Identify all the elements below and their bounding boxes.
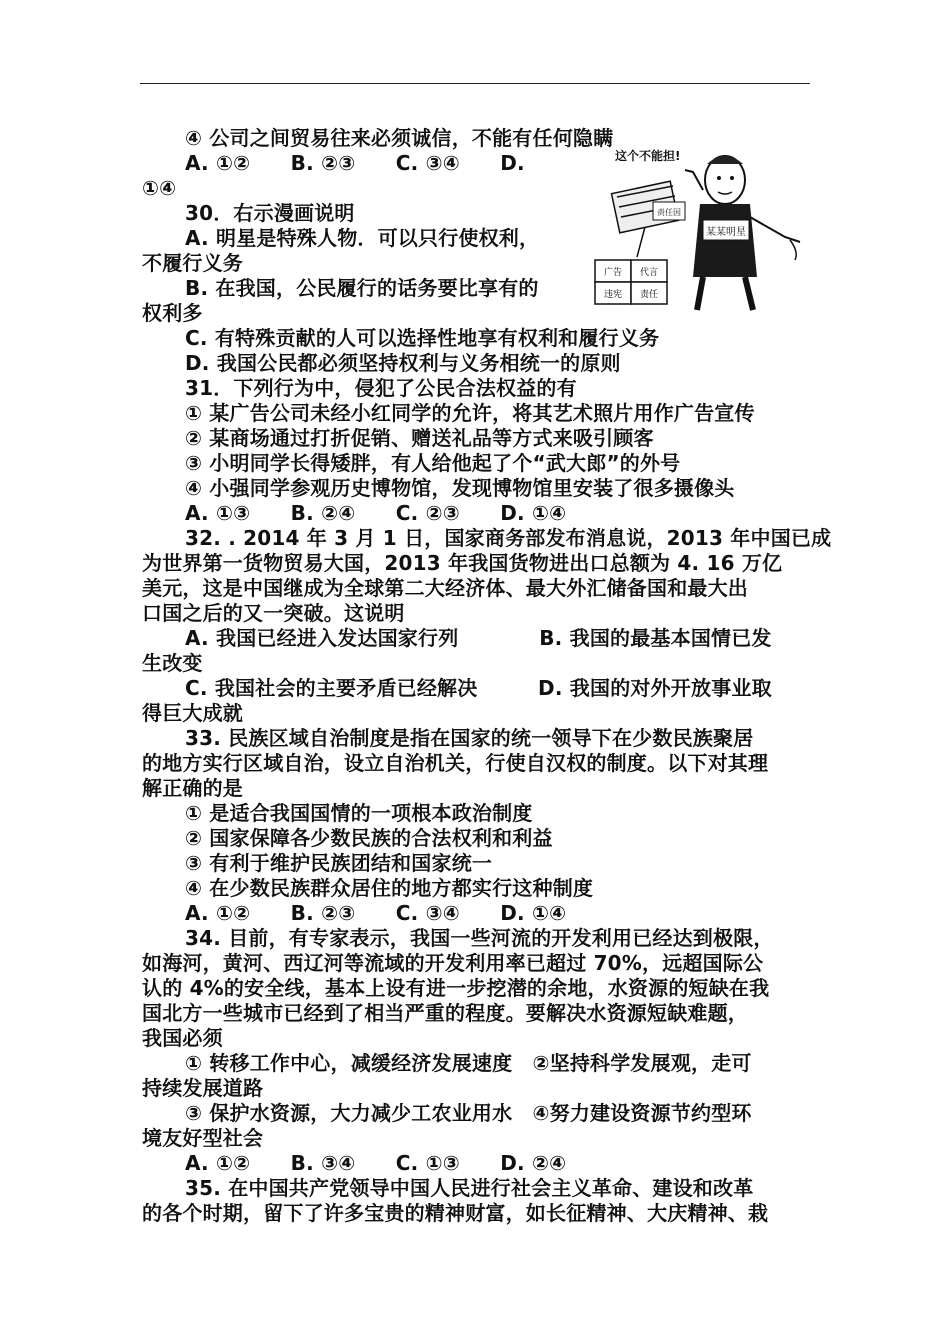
q31-answers: A. ①③ B. ②④ C. ②③ D. ①④ [185,501,567,525]
q29-answers-cont: ①④ [142,176,177,200]
q31-item-1: ① 某广告公司未经小红同学的允许，将其艺术照片用作广告宣传 [185,401,755,425]
cartoon-box-3: 违宪 [603,290,623,300]
q33-item-2: ② 国家保障各少数民族的合法权利和利益 [185,826,553,850]
q32-options-cd: C. 我国社会的主要矛盾已经解决 D. 我国的对外开放事业取 [185,676,772,700]
q34-stem-3: 认的 4%的安全线，基本上设有进一步挖潜的余地，水资源的短缺在我 [142,976,770,1000]
q35-stem-2: 的各个时期，留下了许多宝贵的精神财富，如长征精神、大庆精神、栽 [142,1201,769,1225]
q32-stem-2: 为世界第一货物贸易大国，2013 年我国货物进出口总额为 4. 16 万亿 [142,551,783,575]
q34-stem-4: 国北方一些城市已经到了相当严重的程度。要解决水资源短缺难题， [142,1001,748,1025]
cartoon-illustration [585,142,810,317]
q34-items-12-cont: 持续发展道路 [142,1076,264,1100]
q30-option-c: C. 有特殊贡献的人可以选择性地享有权利和履行义务 [185,326,660,350]
q32-stem: 32. . 2014 年 3 月 1 日，国家商务部发布消息说，2013 年中国已成 [185,526,832,550]
q33-item-3: ③ 有利于维护民族团结和国家统一 [185,851,493,875]
q31-item-3: ③ 小明同学长得矮胖，有人给他起了个“武大郎”的外号 [185,451,681,475]
q34-answers: A. ①② B. ③④ C. ①③ D. ②④ [185,1151,567,1175]
q30-option-a: A. 明星是特殊人物．可以只行使权利， [185,226,540,250]
q31-stem: 31．下列行为中，侵犯了公民合法权益的有 [185,376,577,400]
q32-options-ab-cont: 生改变 [142,651,203,675]
q30-option-d: D. 我国公民都必须坚持权利与义务相统一的原则 [185,351,621,375]
q35-stem: 35. 在中国共产党领导中国人民进行社会主义革命、建设和改革 [185,1176,754,1200]
q34-items-12: ① 转移工作中心，减缓经济发展速度 ②坚持科学发展观，走可 [185,1051,752,1075]
cartoon-box-1: 广告 [603,268,623,278]
q33-item-4: ④ 在少数民族群众居住的地方都实行这种制度 [185,876,594,900]
q29-answers: A. ①② B. ②③ C. ③④ D. [185,151,525,175]
cartoon-box-2: 代言 [639,268,659,278]
q31-item-2: ② 某商场通过打折促销、赠送礼品等方式来吸引顾客 [185,426,654,450]
q34-stem-5: 我国必须 [142,1026,223,1050]
q30-stem: 30．右示漫画说明 [185,201,355,225]
q34-stem: 34. 目前，有专家表示，我国一些河流的开发利用已经达到极限， [185,926,774,950]
q32-options-ab: A. 我国已经进入发达国家行列 B. 我国的最基本国情已发 [185,626,772,650]
cartoon-speech: 这个不能担! [615,149,681,163]
q31-item-4: ④ 小强同学参观历史博物馆，发现博物馆里安装了很多摄像头 [185,476,735,500]
q33-stem-3: 解正确的是 [142,776,243,800]
cartoon-box-4: 责任 [639,290,659,300]
q33-stem-2: 的地方实行区域自治，设立自治机关，行使自汉权的制度。以下对其理 [142,751,769,775]
q32-stem-4: 口国之后的又一突破。这说明 [142,601,405,625]
q34-items-34-cont: 境友好型社会 [142,1126,264,1150]
header-rule [140,83,810,84]
q33-answers: A. ①② B. ②③ C. ③④ D. ①④ [185,901,567,925]
q32-stem-3: 美元，这是中国继成为全球第二大经济体、最大外汇储备国和最大出 [142,576,748,600]
q33-stem: 33. 民族区域自治制度是指在国家的统一领导下在少数民族聚居 [185,726,754,750]
cartoon-bundle-label: 责任因 [657,208,681,217]
q34-stem-2: 如海河，黄河、西辽河等流域的开发利用率已超过 70%，远超国际公 [142,951,764,975]
q34-items-34: ③ 保护水资源，大力减少工农业用水 ④努力建设资源节约型环 [185,1101,752,1125]
q33-item-1: ① 是适合我国国情的一项根本政治制度 [185,801,533,825]
q32-options-cd-cont: 得巨大成就 [142,701,243,725]
q30-option-b: B. 在我国，公民履行的话务要比享有的 [185,276,539,300]
q30-option-b-cont: 权利多 [142,301,203,325]
cartoon-shirt-label: 某某明星 [706,227,746,238]
q30-option-a-cont: 不履行义务 [142,251,243,275]
q29-option-4: ④ 公司之间贸易往来必须诚信，不能有任何隐瞒 [185,126,614,150]
